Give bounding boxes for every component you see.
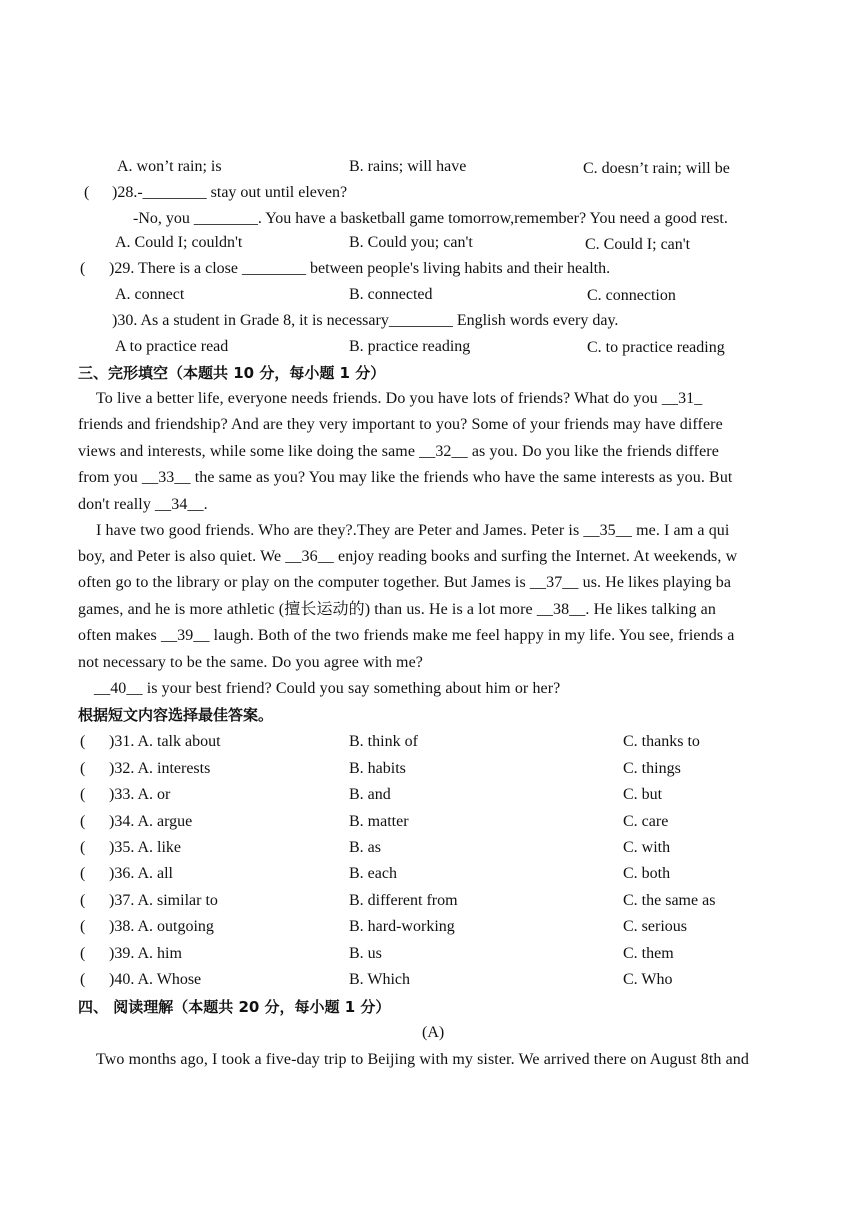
option-c: C. but bbox=[623, 786, 663, 803]
question-row bbox=[0, 891, 868, 911]
question-row bbox=[0, 759, 868, 779]
q28-option-b: B. Could you; can't bbox=[349, 234, 473, 251]
q30-option-b: B. practice reading bbox=[349, 338, 471, 355]
answer-paren: ( bbox=[80, 760, 86, 777]
option-b: B. us bbox=[349, 945, 382, 962]
section-3-title: 三、完形填空（本题共 10 分，每小题 1 分） bbox=[78, 364, 386, 382]
answer-paren: ( bbox=[80, 865, 86, 882]
option-b: B. each bbox=[349, 865, 397, 882]
option-b: B. Which bbox=[349, 971, 411, 988]
passage-line: from you __33__ the same as you? You may like the friends who have the same interests as you. But bbox=[78, 469, 733, 486]
option-c: C. serious bbox=[623, 918, 687, 935]
passage-line: often makes __39__ laugh. Both of the two friends make me feel happy in my life. You see, friends a bbox=[78, 627, 735, 644]
passage-line: not necessary to be the same. Do you agree with me? bbox=[78, 654, 423, 671]
question-row bbox=[0, 812, 868, 832]
passage-line: boy, and Peter is also quiet. We __36__ enjoy reading books and surfing the Internet. At weekends, w bbox=[78, 548, 738, 565]
option-b: B. habits bbox=[349, 760, 406, 777]
passage-a-label: (A) bbox=[422, 1024, 445, 1041]
q28-option-c: C. Could I; can't bbox=[585, 236, 691, 253]
option-a: )36. A. all bbox=[109, 865, 173, 882]
passage-line: friends and friendship? And are they very important to you? Some of your friends may have differe bbox=[78, 416, 723, 433]
q29-paren: ( bbox=[80, 260, 86, 277]
passage-line: Two months ago, I took a five-day trip to Beijing with my sister. We arrived there on August 8th and bbox=[96, 1051, 749, 1068]
answer-paren: ( bbox=[80, 786, 86, 803]
question-row bbox=[0, 864, 868, 884]
passage-line: often go to the library or play on the computer together. But James is __37__ us. He likes playing ba bbox=[78, 574, 732, 591]
answer-paren: ( bbox=[80, 918, 86, 935]
q27-option-b: B. rains; will have bbox=[349, 158, 467, 175]
section-3-instruction: 根据短文内容选择最佳答案。 bbox=[78, 706, 274, 724]
option-b: B. different from bbox=[349, 892, 458, 909]
option-a: )32. A. interests bbox=[109, 760, 211, 777]
option-c: C. Who bbox=[623, 971, 673, 988]
option-b: B. matter bbox=[349, 813, 409, 830]
q30-option-a: A to practice read bbox=[115, 338, 229, 355]
question-row bbox=[0, 917, 868, 937]
q28-option-a: A. Could I; couldn't bbox=[115, 234, 243, 251]
option-a: )35. A. like bbox=[109, 839, 181, 856]
answer-paren: ( bbox=[80, 733, 86, 750]
option-a: )40. A. Whose bbox=[109, 971, 202, 988]
option-b: B. as bbox=[349, 839, 381, 856]
option-a: )33. A. or bbox=[109, 786, 171, 803]
option-b: B. and bbox=[349, 786, 391, 803]
q28-stem: )28.-________ stay out until eleven? bbox=[112, 184, 348, 201]
question-row bbox=[0, 944, 868, 964]
answer-paren: ( bbox=[80, 945, 86, 962]
section-4-title: 四、 阅读理解（本题共 20 分，每小题 1 分） bbox=[78, 998, 391, 1016]
option-c: C. them bbox=[623, 945, 674, 962]
option-c: C. the same as bbox=[623, 892, 716, 909]
q29-option-b: B. connected bbox=[349, 286, 433, 303]
question-row bbox=[0, 785, 868, 805]
q29-stem: )29. There is a close ________ between people's living habits and their health. bbox=[109, 260, 611, 277]
q27-option-c: C. doesn’t rain; will be bbox=[583, 160, 730, 177]
q30-option-c: C. to practice reading bbox=[587, 339, 725, 356]
passage-line: games, and he is more athletic (擅长运动的) than us. He is a lot more __38__. He likes talking an bbox=[78, 601, 716, 618]
option-c: C. things bbox=[623, 760, 681, 777]
passage-line: I have two good friends. Who are they?.They are Peter and James. Peter is __35__ me. I am a qui bbox=[96, 522, 730, 539]
answer-paren: ( bbox=[80, 839, 86, 856]
option-c: C. with bbox=[623, 839, 671, 856]
q27-option-a: A. won’t rain; is bbox=[117, 158, 222, 175]
passage-line: __40__ is your best friend? Could you say something about him or her? bbox=[94, 680, 561, 697]
q28-paren: ( bbox=[84, 184, 90, 201]
answer-paren: ( bbox=[80, 813, 86, 830]
option-a: )37. A. similar to bbox=[109, 892, 218, 909]
question-row bbox=[0, 838, 868, 858]
question-row bbox=[0, 970, 868, 990]
question-row bbox=[0, 732, 868, 752]
option-a: )39. A. him bbox=[109, 945, 182, 962]
option-b: B. hard-working bbox=[349, 918, 455, 935]
option-a: )31. A. talk about bbox=[109, 733, 221, 750]
q29-option-c: C. connection bbox=[587, 287, 676, 304]
passage-line: don't really __34__. bbox=[78, 496, 208, 513]
q28-stem-2: -No, you ________. You have a basketball game tomorrow,remember? You need a good rest. bbox=[133, 210, 728, 227]
passage-line: views and interests, while some like doing the same __32__ as you. Do you like the friends differe bbox=[78, 443, 719, 460]
option-c: C. care bbox=[623, 813, 669, 830]
option-a: )38. A. outgoing bbox=[109, 918, 214, 935]
answer-paren: ( bbox=[80, 971, 86, 988]
option-c: C. thanks to bbox=[623, 733, 700, 750]
option-b: B. think of bbox=[349, 733, 418, 750]
answer-paren: ( bbox=[80, 892, 86, 909]
q30-stem: )30. As a student in Grade 8, it is necessary________ English words every day. bbox=[112, 312, 619, 329]
passage-line: To live a better life, everyone needs friends. Do you have lots of friends? What do you __31_ bbox=[96, 390, 703, 407]
q29-option-a: A. connect bbox=[115, 286, 185, 303]
option-a: )34. A. argue bbox=[109, 813, 193, 830]
option-c: C. both bbox=[623, 865, 671, 882]
